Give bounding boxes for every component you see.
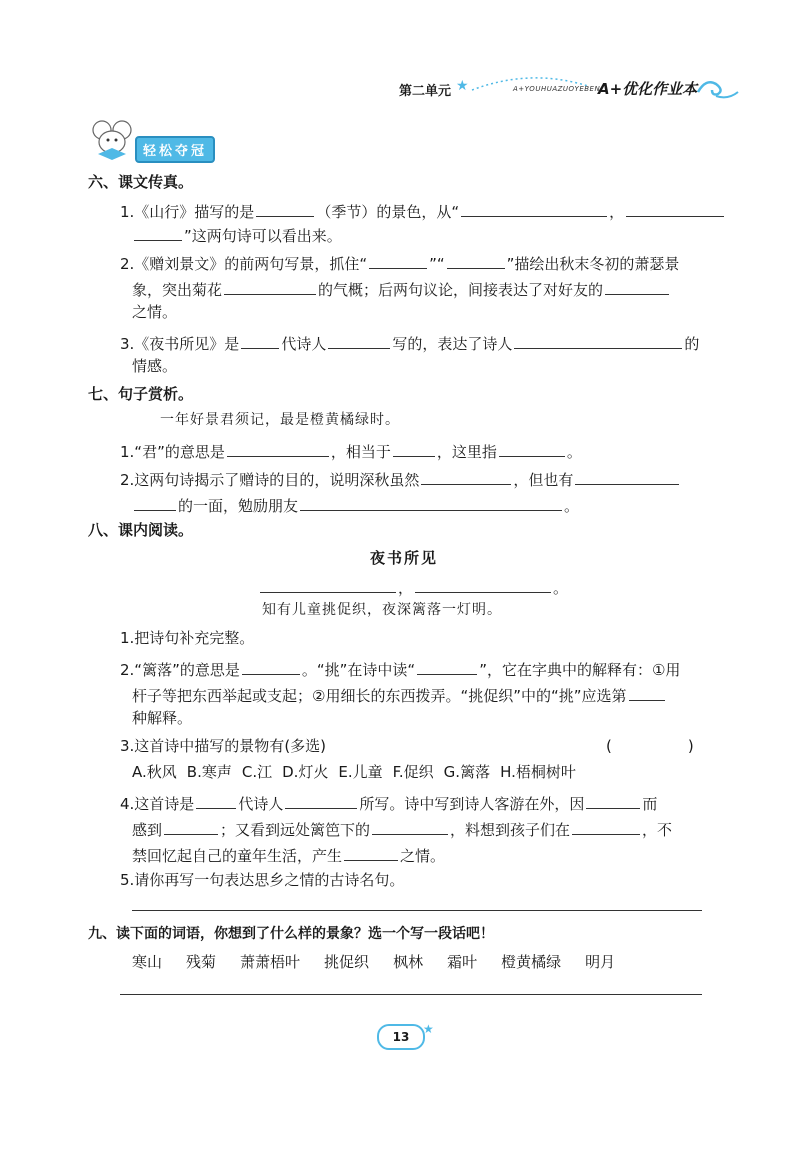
poem-title: 夜书所见 (370, 549, 439, 567)
answer-blank[interactable] (369, 250, 427, 269)
answer-blank[interactable] (227, 438, 329, 457)
option-d: D.灯火 (282, 763, 329, 781)
answer-blank[interactable] (164, 816, 218, 835)
word-item: 残菊 (186, 953, 217, 971)
option-b: B.寒声 (186, 763, 232, 781)
answer-blank[interactable] (344, 842, 398, 861)
s6-q1-line2: ”这两句诗可以看出来。 (132, 222, 342, 246)
page-number: 13 (392, 1030, 410, 1044)
answer-blank[interactable] (285, 790, 357, 809)
s7-q2-line1: 2.这两句诗揭示了赠诗的目的，说明深秋虽然 ，但也有 (120, 466, 681, 490)
option-g: G.篱落 (443, 763, 491, 781)
option-c: C.江 (241, 763, 273, 781)
word-item: 枫林 (393, 953, 424, 971)
answer-blank[interactable] (605, 276, 669, 295)
star-icon: ★ (423, 1022, 434, 1036)
s6-q2-line1: 2.《赠刘景文》的前两句写景，抓住“ ”“ ”描绘出秋末冬初的萧瑟景 (120, 250, 679, 274)
poem-line1: ， 。 (258, 574, 568, 598)
s6-q3-line1: 3.《夜书所见》是 代诗人 写的，表达了诗人 的 (120, 330, 699, 354)
star-icon: ★ (456, 78, 469, 94)
section7-title: 七、句子赏析。 (88, 385, 194, 403)
s7-q1: 1.“君”的意思是 ，相当于 ，这里指 。 (120, 438, 582, 462)
s8-q1: 1.把诗句补充完整。 (120, 629, 255, 647)
answer-blank[interactable] (241, 330, 279, 349)
answer-blank[interactable] (629, 682, 665, 701)
answer-blank[interactable] (415, 574, 551, 593)
word-item: 萧萧梧叶 (240, 953, 301, 971)
s8-q2-line1: 2.“篱落”的意思是 。“挑”在诗中读“ ”，它在字典中的解释有：①用 (120, 656, 680, 680)
s6-q3-line2: 情感。 (132, 357, 178, 375)
answer-blank[interactable] (242, 656, 300, 675)
section6-title: 六、课文传真。 (88, 173, 194, 191)
s8-q2-line2: 杆子等把东西举起或支起；②用细长的东西拨弄。“挑促织”中的“挑”应选第 (132, 682, 667, 706)
answer-blank[interactable] (626, 198, 724, 217)
s6-q2-line2: 象，突出菊花 的气概；后两句议论，间接表达了对好友的 (132, 276, 671, 300)
mouse-mascot-icon (88, 118, 136, 162)
answer-blank[interactable] (196, 790, 236, 809)
answer-blank[interactable] (586, 790, 640, 809)
answer-blank[interactable] (461, 198, 607, 217)
option-h: H.梧桐树叶 (500, 763, 576, 781)
s9-word-list (132, 952, 615, 972)
page-header (0, 70, 800, 110)
answer-blank[interactable] (224, 276, 316, 295)
s8-q3-answer-paren[interactable]: ( ) (606, 737, 694, 755)
s8-q3-options (132, 762, 576, 782)
answer-blank[interactable] (393, 438, 435, 457)
section9-title: 九、读下面的词语，你想到了什么样的景象？选一个写一段话吧！ (88, 926, 494, 942)
page-number-badge (377, 1024, 425, 1050)
answer-blank[interactable] (328, 330, 390, 349)
unit-label: 第二单元 (399, 84, 452, 99)
s8-q2-line3: 种解释。 (132, 709, 193, 727)
brand-tagline: A+YOUHUAZUOYEBEN (513, 85, 601, 93)
answer-blank[interactable] (417, 656, 477, 675)
answer-blank[interactable] (372, 816, 448, 835)
word-item: 寒山 (132, 953, 163, 971)
answer-line[interactable] (132, 910, 702, 911)
answer-blank[interactable] (421, 466, 511, 485)
s6-q2-line3: 之情。 (132, 303, 178, 321)
answer-blank[interactable] (134, 492, 176, 511)
option-f: F.促织 (392, 763, 434, 781)
section-badge: 轻松夺冠 (135, 136, 215, 163)
brand-logo: A+优化作业本 (598, 80, 698, 98)
option-a: A.秋风 (132, 763, 177, 781)
word-item: 明月 (585, 953, 616, 971)
answer-line[interactable] (120, 994, 702, 995)
s7-q2-line2: 的一面，勉励朋友 。 (132, 492, 579, 516)
word-item: 橙黄橘绿 (501, 953, 562, 971)
s8-q5: 5.请你再写一句表达思乡之情的古诗名句。 (120, 871, 405, 889)
s8-q4-line1: 4.这首诗是 代诗人 所写。诗中写到诗人客游在外，因 而 (120, 790, 657, 814)
s8-q4-line3: 禁回忆起自己的童年生活，产生 之情。 (132, 842, 445, 866)
answer-blank[interactable] (134, 222, 182, 241)
answer-blank[interactable] (575, 466, 679, 485)
option-e: E.儿童 (338, 763, 383, 781)
answer-blank[interactable] (514, 330, 682, 349)
answer-blank[interactable] (499, 438, 565, 457)
s8-q3: 3.这首诗中描写的景物有(多选) (120, 737, 327, 755)
word-item: 挑促织 (324, 953, 370, 971)
s7-quote: 一年好景君须记，最是橙黄橘绿时。 (160, 412, 400, 428)
s8-q4-line2: 感到 ；又看到远处篱笆下的 ，料想到孩子们在 ，不 (132, 816, 672, 840)
answer-blank[interactable] (300, 492, 562, 511)
s6-q1-line1: 1.《山行》描写的是 （季节）的景色，从“ ， (120, 198, 726, 222)
poem-line2: 知有儿童挑促织，夜深篱落一灯明。 (262, 602, 502, 618)
section8-title: 八、课内阅读。 (88, 521, 194, 539)
wave-swirl-icon (694, 74, 740, 100)
answer-blank[interactable] (572, 816, 640, 835)
answer-blank[interactable] (256, 198, 314, 217)
answer-blank[interactable] (260, 574, 396, 593)
word-item: 霜叶 (447, 953, 478, 971)
answer-blank[interactable] (447, 250, 505, 269)
